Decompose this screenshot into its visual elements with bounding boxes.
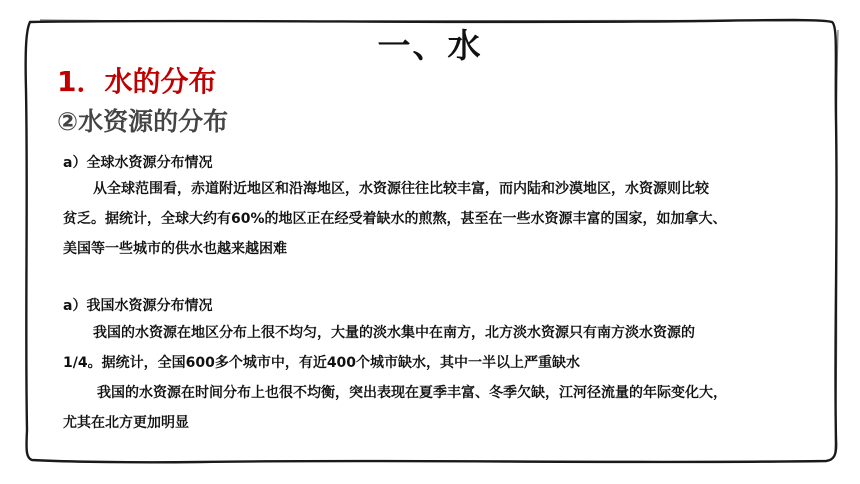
paragraph-line: 贫乏。据统计，全球大约有60%的地区正在经受着缺水的煎熬，甚至在一些水资源丰富的国家，如加拿大、 (63, 211, 727, 227)
paragraph-line: 美国等一些城市的供水也越来越困难 (63, 241, 287, 257)
paragraph-line: 从全球范围看，赤道附近地区和沿海地区，水资源往往比较丰富，而内陆和沙漠地区，水资源则比较 (93, 181, 709, 197)
paragraph-line: 我国的水资源在时间分布上也很不均衡，突出表现在夏季丰富、冬季欠缺，江河径流量的年际变化大， (97, 385, 727, 401)
paragraph-global (63, 174, 823, 264)
section-label-global: a）全球水资源分布情况 (63, 155, 213, 171)
paragraph-china (63, 318, 823, 438)
heading-water-distribution: 1．水的分布 (57, 65, 217, 98)
paragraph-line: 我国的水资源在地区分布上很不均匀，大量的淡水集中在南方，北方淡水资源只有南方淡水资源的 (93, 325, 695, 341)
paragraph-line: 1/4。据统计，全国600多个城市中，有近400个城市缺水，其中一半以上严重缺水 (63, 355, 581, 371)
slide-title: 一、水 (377, 26, 483, 65)
paragraph-line: 尤其在北方更加明显 (63, 415, 189, 431)
heading-water-resource-distribution: ②水资源的分布 (57, 107, 229, 136)
section-label-china: a）我国水资源分布情况 (63, 298, 213, 314)
